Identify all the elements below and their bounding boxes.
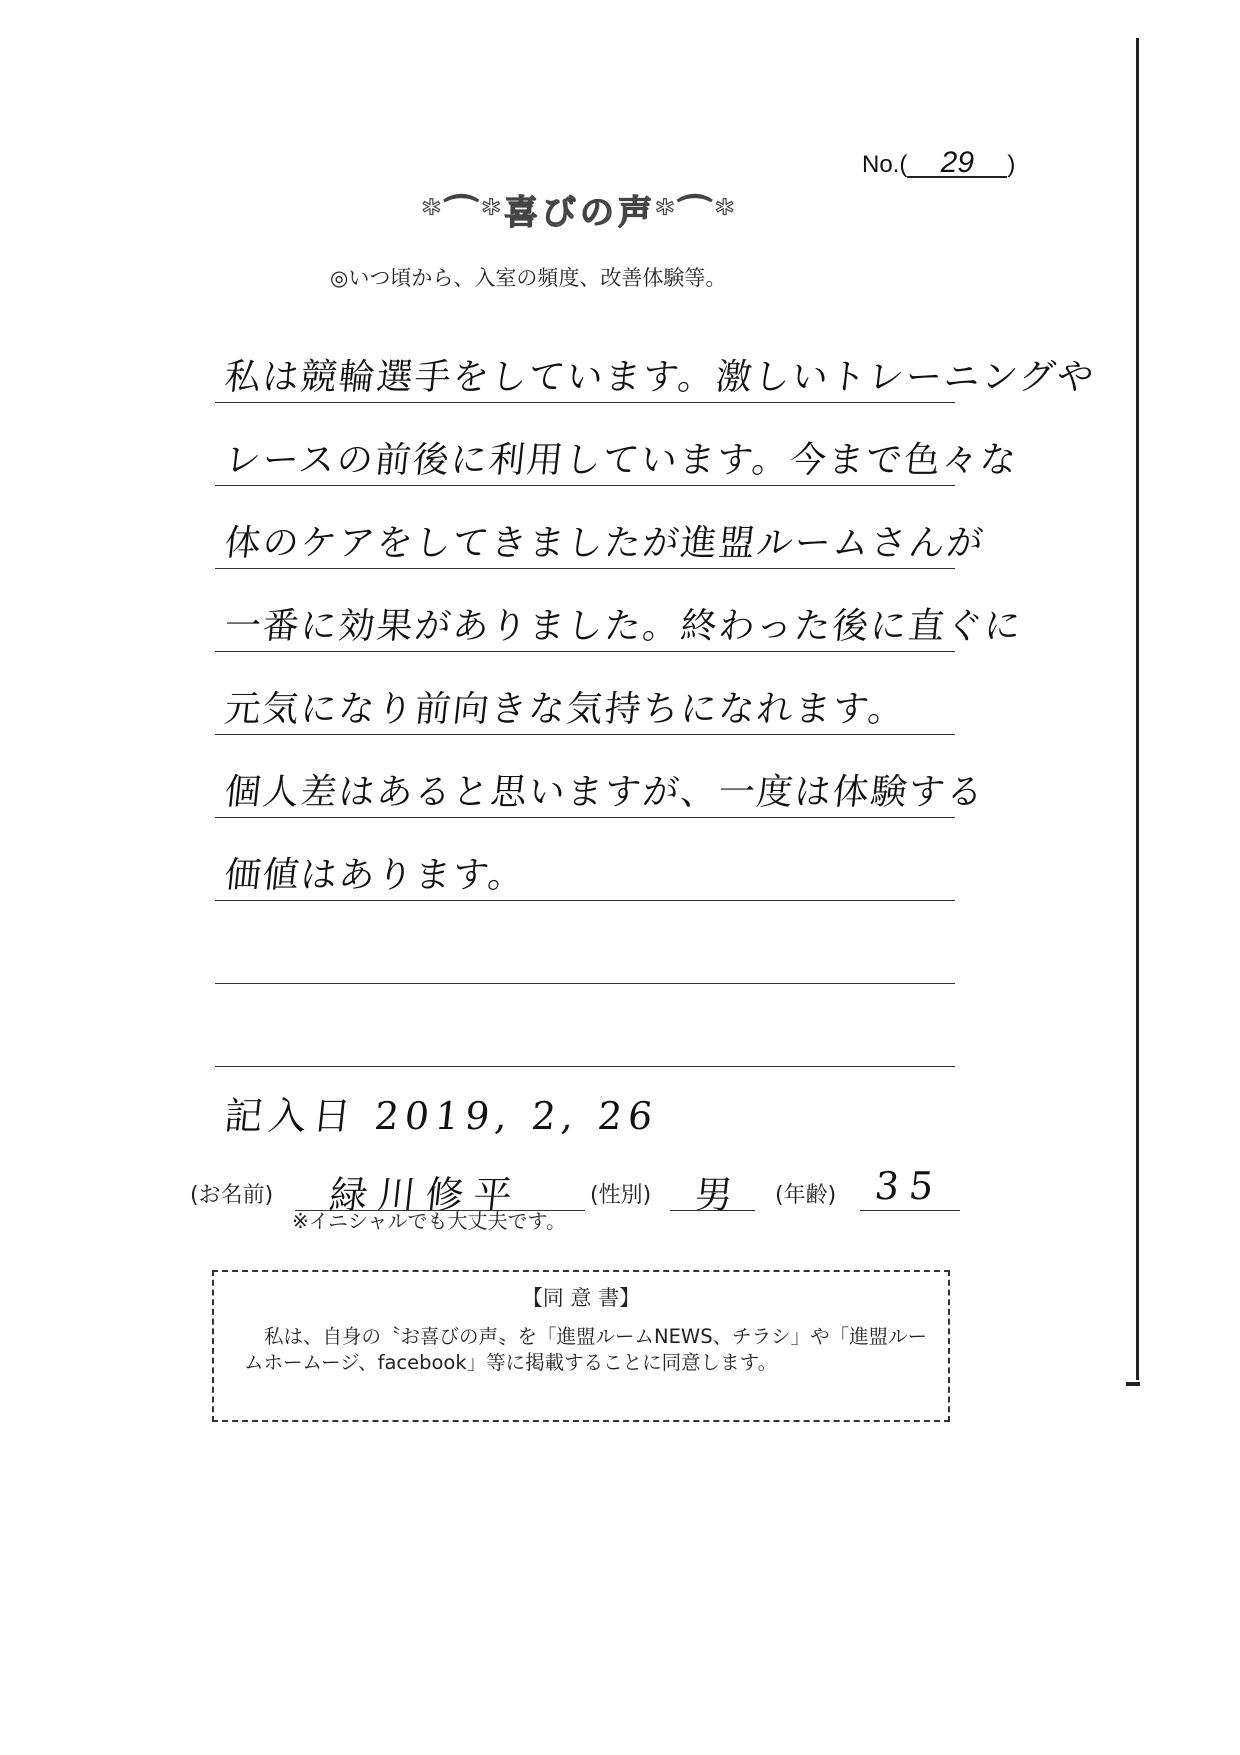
handwritten-text: レースの前後に利用しています。今まで色々な	[222, 440, 1021, 481]
ruled-line	[215, 403, 1021, 486]
number-label: No.(	[862, 151, 908, 178]
gender-value: 男	[692, 1173, 745, 1217]
form-number	[862, 146, 1016, 179]
initials-note: ※イニシャルでも大丈夫です。	[292, 1209, 566, 1233]
ruled-line	[215, 569, 1025, 652]
ruled-line	[215, 486, 987, 569]
handwritten-lines	[215, 320, 1098, 1067]
ruled-line	[215, 901, 955, 984]
consent-title: 【同 意 書】	[521, 1286, 641, 1310]
ruled-line	[215, 735, 987, 818]
handwritten-text: 私は競輪選手をしています。激しいトレーニングや	[222, 357, 1098, 398]
handwritten-text: 価値はあります。	[222, 855, 528, 896]
consent-text: 私は、自身の〝お喜びの声〟を「進盟ルームNEWS、チラシ」や「進盟ルームホームージ、facebook」等に掲載することに同意します。	[244, 1325, 928, 1374]
ruled-line	[215, 984, 955, 1067]
handwritten-text: 一番に効果がありました。終わった後に直ぐに	[222, 606, 1025, 647]
name-label: (お名前)	[190, 1183, 274, 1208]
gender-underline	[670, 1210, 755, 1211]
number-value: 29	[907, 150, 1007, 178]
consent-box	[212, 1270, 950, 1422]
age-value: 35	[872, 1164, 946, 1208]
gender-label: (性別)	[590, 1183, 652, 1208]
binding-line	[1136, 38, 1139, 1380]
number-close: )	[1007, 151, 1016, 178]
entry-date: 記入日 2019, 2, 26	[222, 1094, 661, 1138]
age-label: (年齢)	[775, 1183, 837, 1208]
age-underline	[860, 1210, 960, 1211]
handwritten-text: 個人差はあると思いますが、一度は体験する	[222, 772, 987, 813]
handwritten-text: 体のケアをしてきましたが進盟ルームさんが	[222, 523, 987, 564]
name-value: 緑川修平	[327, 1173, 524, 1217]
ruled-line	[215, 818, 955, 901]
ruled-line	[215, 652, 955, 735]
page-subtitle: ◎いつ頃から、入室の頻度、改善体験等。	[330, 266, 727, 290]
page-title: *⌒*喜びの声*⌒*	[422, 193, 738, 233]
ruled-line	[215, 320, 1098, 403]
handwritten-text: 元気になり前向きな気持ちになれます。	[222, 689, 908, 730]
